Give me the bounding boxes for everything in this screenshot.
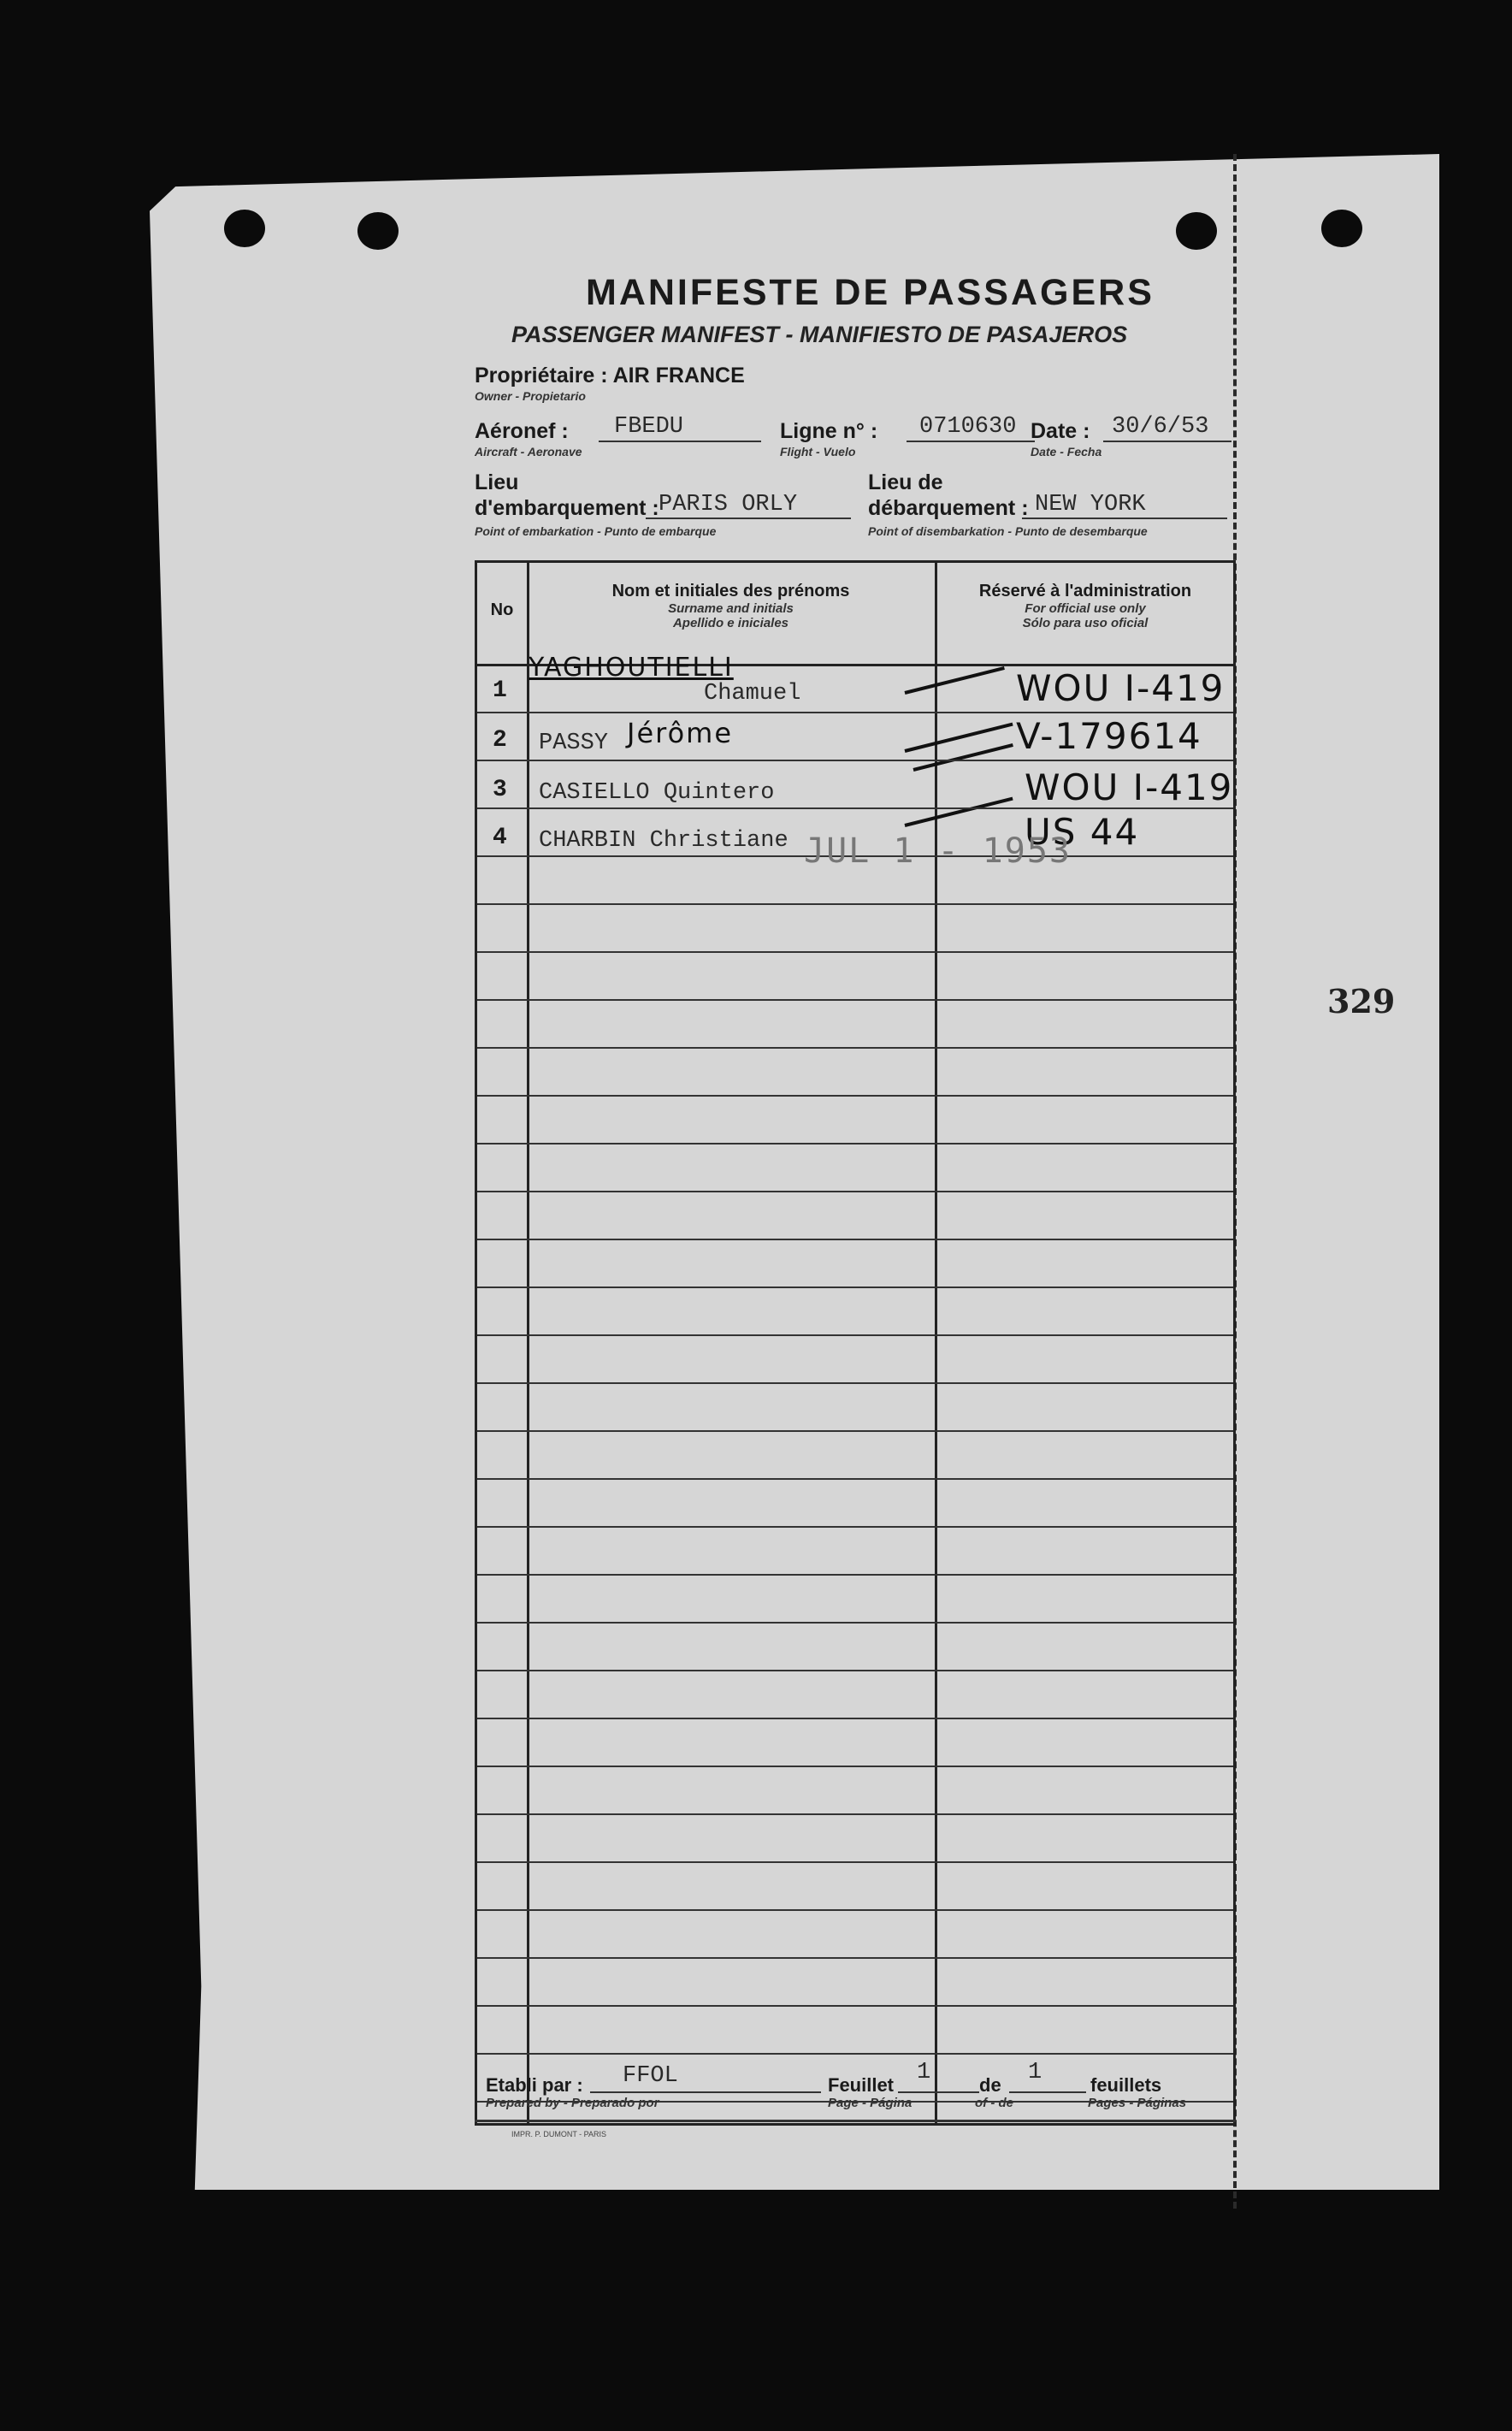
disembark-underline	[1022, 518, 1227, 519]
row-1-admin: WOU I-419	[1016, 667, 1226, 709]
table-row-line	[477, 1574, 1233, 1576]
check-mark-1	[905, 666, 1005, 695]
table-row-line	[477, 760, 1233, 761]
table-row-line	[477, 1143, 1233, 1145]
punch-hole-center-left	[357, 212, 399, 250]
col-divider-admin	[935, 563, 937, 2123]
table-row-line	[477, 1191, 1233, 1192]
table-row-line	[477, 1957, 1233, 1959]
table-row-line	[477, 1382, 1233, 1384]
of-label: de	[979, 2074, 1001, 2096]
table-row-line	[477, 807, 1233, 809]
check-mark-4	[905, 797, 1013, 827]
page-number: 329	[1327, 982, 1396, 1020]
embark-label-line1: Lieu	[475, 470, 519, 494]
table-row-line	[477, 1286, 1233, 1288]
table-row-line	[477, 2053, 1233, 2055]
date-label: Date :	[1031, 419, 1090, 443]
disembark-label-line1: Lieu de	[868, 470, 943, 494]
col-header-no: No	[490, 600, 514, 619]
embark-underline	[646, 518, 851, 519]
date-sublabel: Date - Fecha	[1031, 445, 1102, 458]
embark-label-line2: d'embarquement :	[475, 496, 659, 520]
row-4-no: 4	[493, 825, 507, 851]
table-row-line	[477, 1718, 1233, 1719]
row-2-name: PASSY	[539, 730, 609, 756]
printer-credit: IMPR. P. DUMONT - PARIS	[511, 2130, 607, 2138]
table-row-line	[477, 1047, 1233, 1049]
flight-sublabel: Flight - Vuelo	[780, 445, 856, 458]
col-header-name: Nom et initiales des prénoms Surname and initials Apellido e iniciales	[611, 582, 850, 630]
table-row-line	[477, 2005, 1233, 2007]
date-underline	[1103, 441, 1231, 442]
aircraft-underline	[599, 441, 761, 442]
total-sublabel: Pages - Páginas	[1088, 2096, 1187, 2110]
table-row-line	[477, 1766, 1233, 1767]
footer-bottom-rule	[475, 2120, 1236, 2122]
disembark-sublabel: Point of disembarkation - Punto de desembarque	[868, 524, 1148, 538]
prepared-underline	[590, 2091, 821, 2093]
table-row-line	[477, 1670, 1233, 1671]
col-divider-no	[527, 563, 529, 2123]
table-row-line	[477, 1861, 1233, 1863]
disembark-value: NEW YORK	[1035, 492, 1146, 518]
flight-value: 0710630	[919, 414, 1017, 440]
embark-sublabel: Point of embarkation - Punto de embarque	[475, 524, 717, 538]
disembark-label-line2: débarquement :	[868, 496, 1029, 520]
table-row-line	[477, 1430, 1233, 1432]
row-1-no: 1	[493, 677, 507, 704]
table-row-line	[477, 903, 1233, 905]
row-3-name: CASIELLO Quintero	[539, 780, 775, 806]
sheet-sublabel: Page - Página	[828, 2096, 913, 2110]
row-2-admin: V-179614	[1016, 715, 1202, 757]
punch-hole-right	[1321, 210, 1362, 247]
punch-hole-center-right	[1176, 212, 1217, 250]
date-received-stamp: JUL 1 - 1953	[804, 831, 1072, 871]
row-1-name: Chamuel	[704, 681, 801, 707]
of-sublabel: of - de	[975, 2096, 1013, 2110]
sheet-value: 1	[917, 2060, 931, 2085]
prepared-by-sublabel: Prepared by - Preparado por	[486, 2096, 659, 2110]
row-4-name: CHARBIN Christiane	[539, 828, 788, 854]
of-value: 1	[1028, 2060, 1042, 2085]
table-row-line	[477, 1334, 1233, 1336]
page-title: MANIFESTE DE PASSAGERS	[586, 272, 1155, 313]
table-row-line	[477, 1095, 1233, 1097]
row-2-name-correction: Jérôme	[627, 717, 734, 749]
table-row-line	[477, 1478, 1233, 1480]
embark-value: PARIS ORLY	[659, 492, 798, 518]
total-label: feuillets	[1090, 2074, 1162, 2096]
check-mark-3	[913, 743, 1013, 772]
table-row-line	[477, 1813, 1233, 1815]
row-4-admin: US 44	[1025, 811, 1140, 853]
table-row-line	[477, 1622, 1233, 1624]
of-underline	[1009, 2091, 1086, 2093]
table-row-line	[477, 1526, 1233, 1528]
table-row-line	[477, 1239, 1233, 1240]
flight-underline	[907, 441, 1035, 442]
owner-sublabel: Owner - Propietario	[475, 389, 586, 403]
aircraft-label: Aéronef :	[475, 419, 569, 443]
row-3-no: 3	[493, 777, 507, 803]
date-value: 30/6/53	[1112, 414, 1209, 440]
table-row-line	[477, 1909, 1233, 1911]
punch-hole-left	[224, 210, 265, 247]
row-3-admin: WOU I-419	[1025, 766, 1234, 808]
aircraft-value: FBEDU	[614, 414, 684, 440]
table-row-line	[477, 951, 1233, 953]
page-subtitle: PASSENGER MANIFEST - MANIFIESTO DE PASAJEROS	[511, 322, 1128, 347]
sheet-underline	[898, 2091, 979, 2093]
prepared-by-label: Etabli par :	[486, 2074, 583, 2096]
prepared-by-value: FFOL	[623, 2063, 678, 2089]
flight-label: Ligne n° :	[780, 419, 878, 443]
passenger-table	[475, 560, 1236, 2126]
table-row-line	[477, 712, 1233, 713]
row-2-no: 2	[493, 727, 507, 754]
aircraft-sublabel: Aircraft - Aeronave	[475, 445, 582, 458]
row-1-name-correction: YAGHOUTIELLI	[529, 653, 734, 683]
owner-label: Propriétaire : AIR FRANCE	[475, 364, 745, 387]
sheet-label: Feuillet	[828, 2074, 895, 2096]
col-header-admin: Réservé à l'administration For official use only Sólo para uso oficial	[978, 582, 1192, 630]
table-row-line	[477, 999, 1233, 1001]
